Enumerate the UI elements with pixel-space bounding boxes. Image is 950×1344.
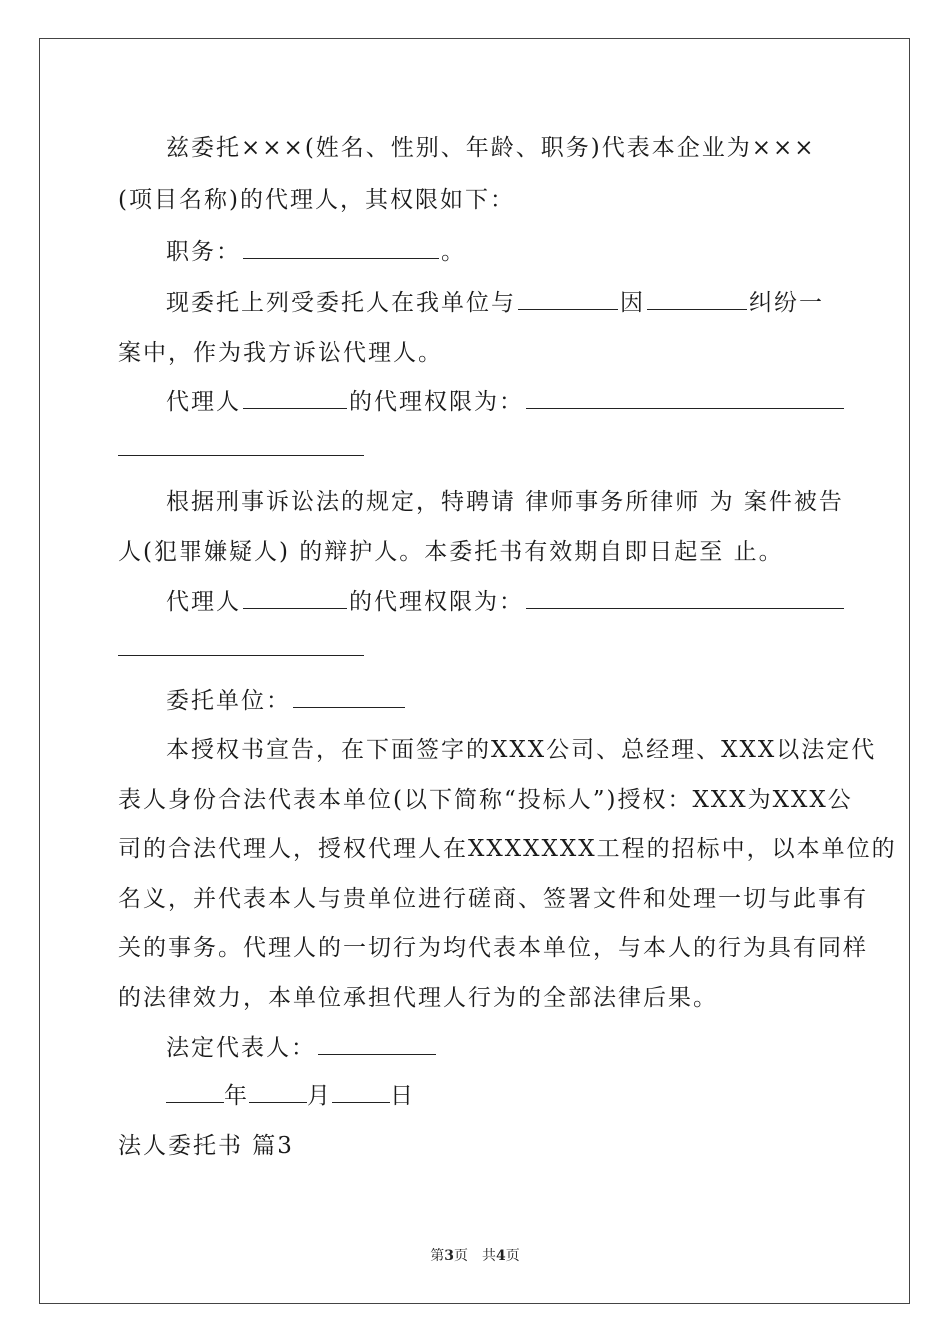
paragraph-4-line-6: 的法律效力，本单位承担代理人行为的全部法律后果。 xyxy=(118,985,718,1011)
authority-blank-continued xyxy=(118,433,364,464)
paragraph-4-line-5: 关的事务。代理人的一切行为均代表本单位，与本人的行为具有同样 xyxy=(118,935,868,961)
duty-line xyxy=(166,236,466,267)
p2-text-b: 因 xyxy=(620,290,645,316)
authority-blank-2 xyxy=(118,433,364,456)
paragraph-3-line-2: 人(犯罪嫌疑人) 的辩护人。本委托书有效期自即日起至 止。 xyxy=(118,539,784,565)
section-title: 法人委托书 篇3 xyxy=(118,1133,294,1159)
duty-end: 。 xyxy=(441,239,466,265)
agent-blank-2 xyxy=(243,586,347,609)
legal-rep-blank xyxy=(318,1032,436,1055)
authority-blank-continued-2 xyxy=(118,633,364,664)
year-blank xyxy=(166,1080,224,1103)
page-footer xyxy=(0,1245,950,1265)
month-blank xyxy=(249,1080,307,1103)
footer-suffix: 页 xyxy=(505,1248,520,1264)
paragraph-2-line-2: 案中，作为我方诉讼代理人。 xyxy=(118,340,443,366)
legal-rep-label: 法定代表人： xyxy=(166,1035,316,1061)
authority-blank xyxy=(526,386,844,409)
paragraph-4-line-3: 司的合法代理人，授权代理人在XXXXXXX工程的招标中，以本单位的 xyxy=(118,836,897,862)
unit-blank xyxy=(293,685,405,708)
day-blank xyxy=(332,1080,390,1103)
party-blank xyxy=(518,287,618,310)
reason-blank xyxy=(647,287,747,310)
duty-blank xyxy=(243,236,439,259)
total-pages: 4 xyxy=(496,1248,506,1264)
year-label: 年 xyxy=(224,1083,249,1109)
paragraph-4-line-4: 名义，并代表本人与贵单位进行磋商、签署文件和处理一切与此事有 xyxy=(118,886,868,912)
p2-text-a: 现委托上列受委托人在我单位与 xyxy=(166,290,516,316)
agent-authority-line-2 xyxy=(166,586,846,617)
footer-prefix: 第 xyxy=(430,1248,445,1264)
duty-label: 职务： xyxy=(166,239,241,265)
paragraph-3-line-1: 根据刑事诉讼法的规定，特聘请 律师事务所律师 为 案件被告 xyxy=(166,489,844,515)
authority-label-2: 的代理权限为： xyxy=(349,589,524,615)
p2-text-c: 纠纷一 xyxy=(749,290,824,316)
authority-label: 的代理权限为： xyxy=(349,389,524,415)
date-line xyxy=(166,1080,415,1111)
agent-blank xyxy=(243,386,347,409)
footer-mid: 页 共 xyxy=(454,1248,496,1264)
agent-label-2: 代理人 xyxy=(166,589,241,615)
month-label: 月 xyxy=(307,1083,332,1109)
paragraph-1-line-1: 兹委托×××(姓名、性别、年龄、职务)代表本企业为××× xyxy=(166,135,816,161)
authority-blank-3 xyxy=(526,586,844,609)
authority-blank-4 xyxy=(118,633,364,656)
paragraph-4-line-1: 本授权书宣告，在下面签字的XXX公司、总经理、XXX以法定代 xyxy=(166,737,877,763)
legal-rep-line xyxy=(166,1032,438,1063)
day-label: 日 xyxy=(390,1083,415,1109)
paragraph-2-line-1 xyxy=(166,287,824,318)
agent-authority-line xyxy=(166,386,846,417)
paragraph-4-line-2: 表人身份合法代表本单位(以下简称“投标人”)授权：XXX为XXX公 xyxy=(118,787,853,813)
current-page-number: 3 xyxy=(444,1248,454,1264)
unit-label: 委托单位： xyxy=(166,688,291,714)
agent-label: 代理人 xyxy=(166,389,241,415)
paragraph-1-line-2: (项目名称)的代理人，其权限如下： xyxy=(118,187,515,213)
entrusting-unit-line xyxy=(166,685,407,716)
